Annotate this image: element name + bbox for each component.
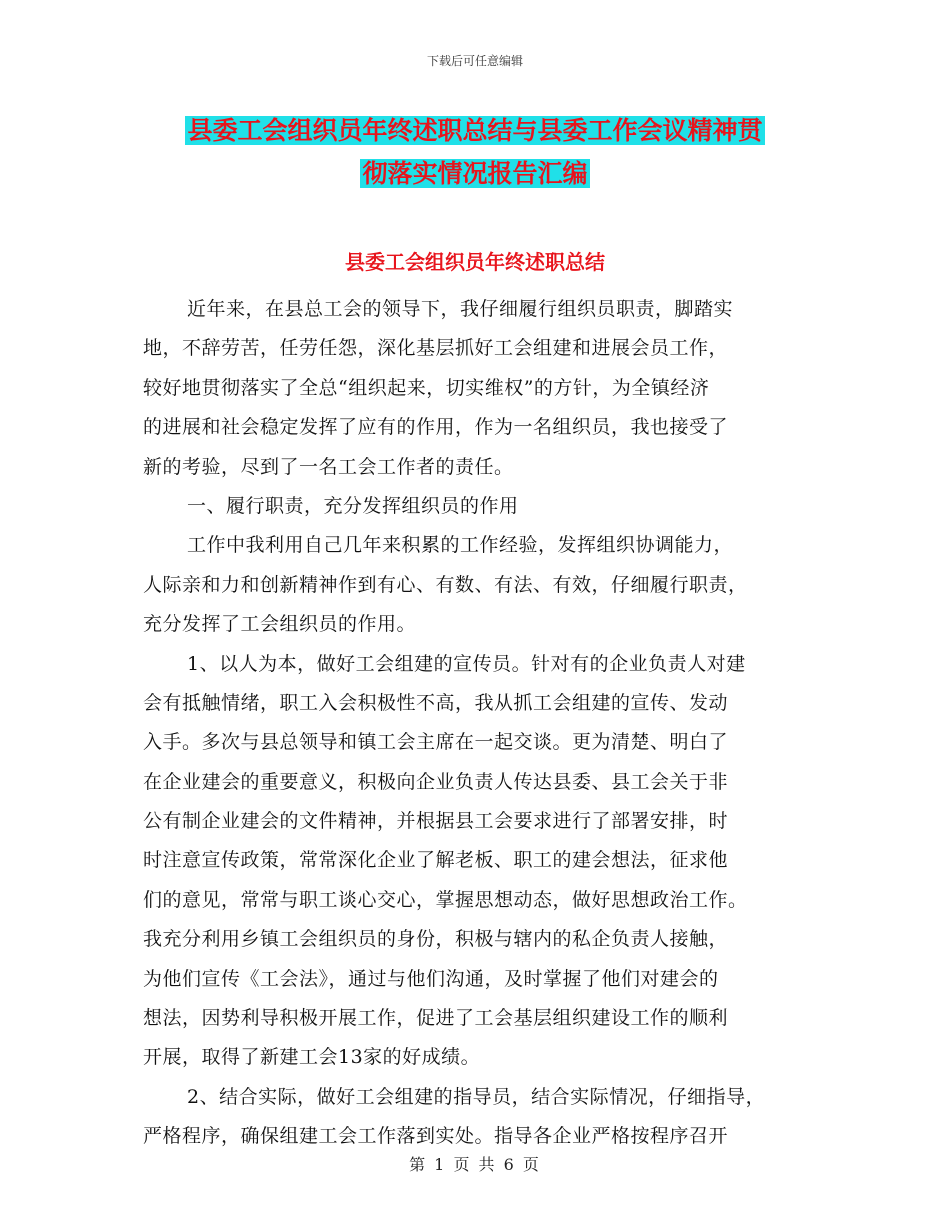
document-title-line-2 <box>0 156 950 192</box>
text-line: 们的意见，常常与职工谈心交心，掌握思想动态，做好思想政治工作。 <box>143 888 748 911</box>
document-title-line-1 <box>0 113 950 149</box>
document-title-text-1: 县委工会组织员年终述职总结与县委工作会议精神贯 <box>187 116 763 145</box>
text-line: 严格程序，确保组建工会工作落到实处。指导各企业严格按程序召开 <box>143 1125 729 1148</box>
text-line: 入手。多次与县总领导和镇工会主席在一起交谈。更为清楚、明白了 <box>143 731 729 754</box>
section-heading: 一、履行职责，充分发挥组织员的作用 <box>187 494 519 517</box>
text-line: 想法，因势利导积极开展工作，促进了工会基层组织建设工作的顺利 <box>143 1007 729 1030</box>
text-line: 工作中我利用自己几年来积累的工作经验，发挥组织协调能力， <box>187 534 734 557</box>
text-line: 公有制企业建会的文件精神，并根据县工会要求进行了部署安排，时 <box>143 810 729 833</box>
text-line: 2、结合实际，做好工会组建的指导员，结合实际情况，仔细指导， <box>187 1085 766 1108</box>
text-line: 近年来，在县总工会的领导下，我仔细履行组织员职责，脚踏实 <box>187 298 734 320</box>
text-line: 会有抵触情绪，职工入会积极性不高，我从抓工会组建的宣传、发动 <box>143 691 729 714</box>
section-title: 县委工会组织员年终述职总结 <box>345 250 605 274</box>
text-line: 我充分利用乡镇工会组织员的身份，积极与辖内的私企负责人接触， <box>143 928 729 951</box>
text-line: 开展，取得了新建工会13家的好成绩。 <box>143 1046 481 1069</box>
header-note: 下载后可任意编辑 <box>426 54 523 68</box>
body-text <box>143 290 813 1157</box>
text-line: 新的考验，尽到了一名工会工作者的责任。 <box>143 455 514 478</box>
text-line: 1、以人为本，做好工会组建的宣传员。针对有的企业负责人对建 <box>187 652 746 675</box>
text-line: 地，不辞劳苦，任劳任怨，深化基层抓好工会组建和进展会员工作， <box>143 337 729 360</box>
text-line: 时注意宣传政策，常常深化企业了解老板、职工的建会想法，征求他 <box>143 849 729 872</box>
text-line: 人际亲和力和创新精神作到有心、有数、有法、有效，仔细履行职责， <box>143 573 748 596</box>
text-line: 在企业建会的重要意义，积极向企业负责人传达县委、县工会关于非 <box>143 770 729 793</box>
text-line: 的进展和社会稳定发挥了应有的作用，作为一名组织员，我也接受了 <box>143 416 729 439</box>
text-line: 充分发挥了工会组织员的作用。 <box>143 613 417 636</box>
text-line: 较好地贯彻落实了全总“组织起来，切实维权”的方针，为全镇经济 <box>143 376 710 399</box>
text-line: 为他们宣传《工会法》，通过与他们沟通，及时掌握了他们对建会的 <box>143 967 719 990</box>
page-footer: 第 1 页 共 6 页 <box>409 1155 541 1174</box>
document-title-text-2: 彻落实情况报告汇编 <box>362 159 588 188</box>
